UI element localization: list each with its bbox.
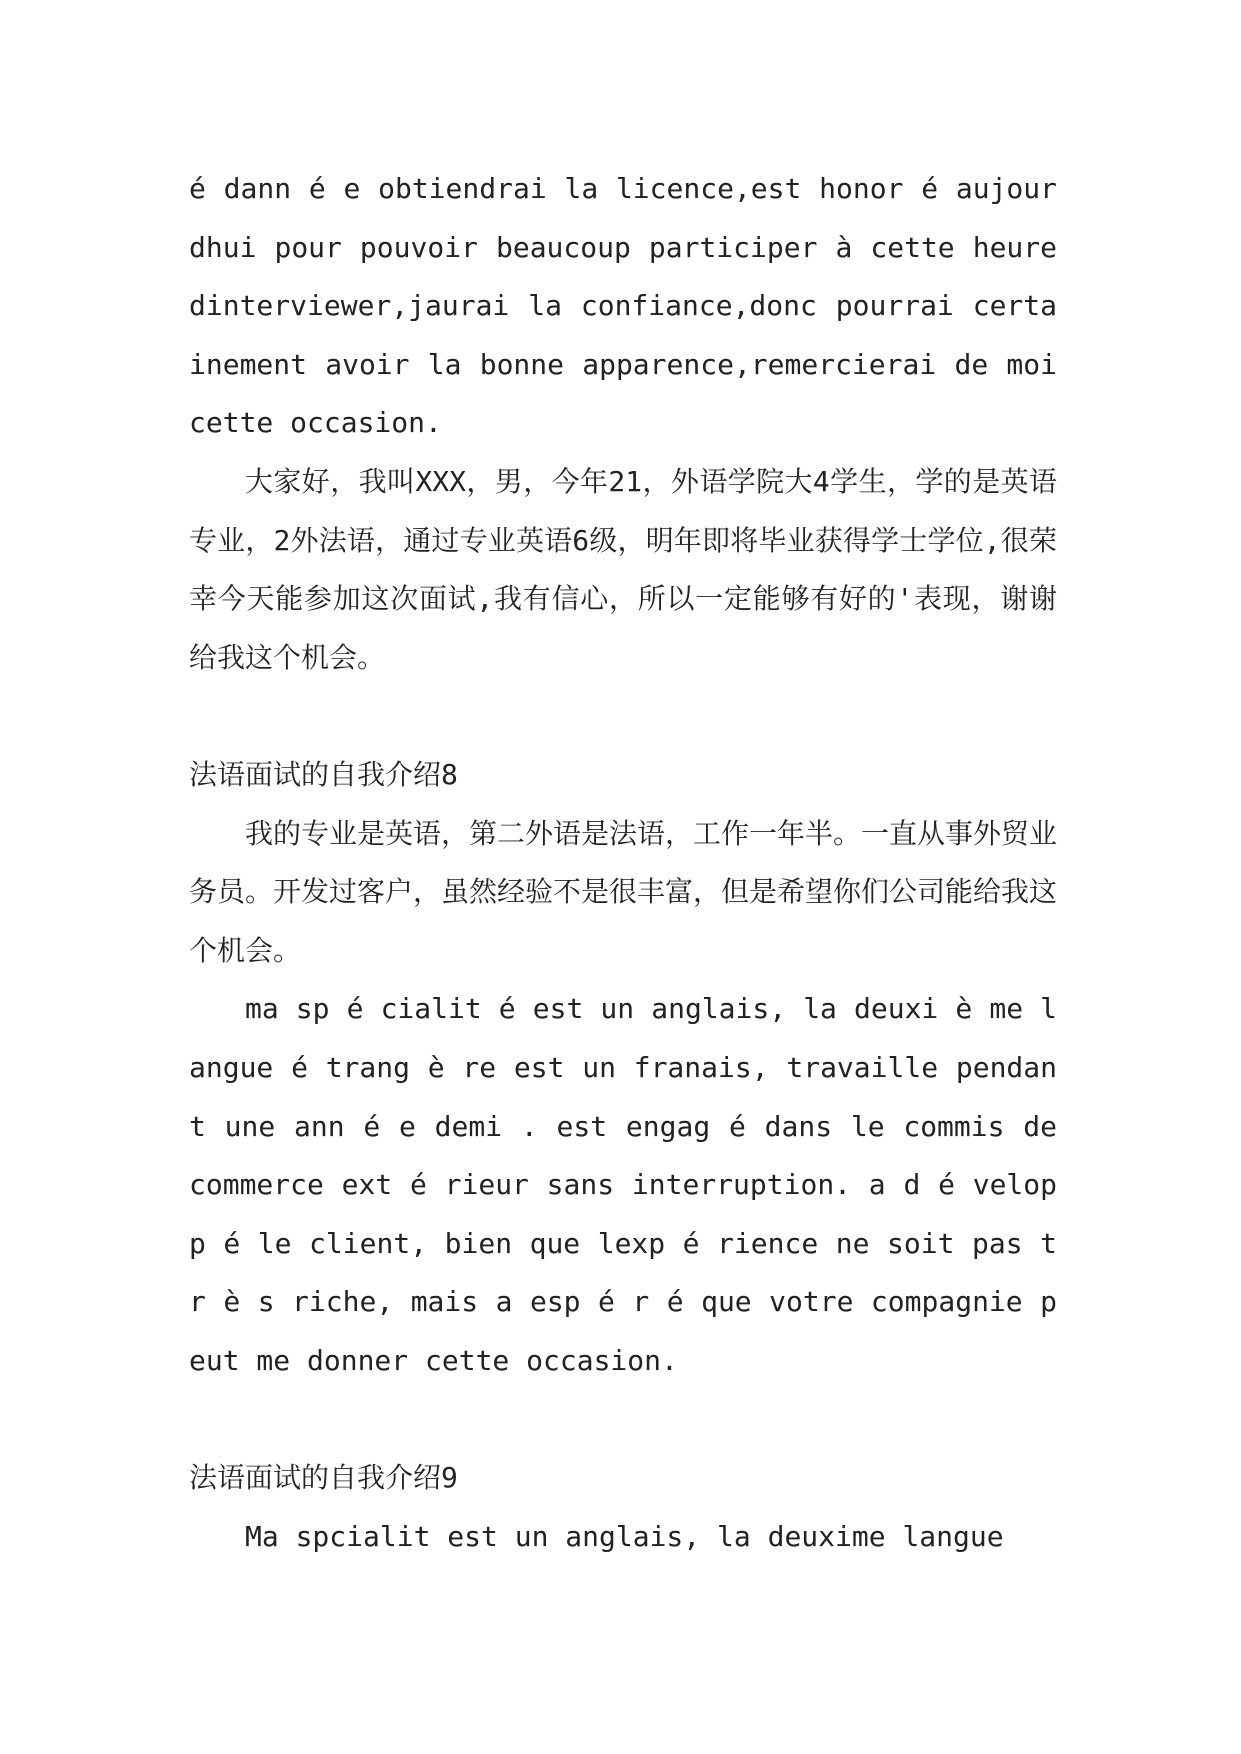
document-body [189,160,1057,1566]
paragraph-french-intro-8: ma sp é cialit é est un anglais, la deuxi è me langue é trang è re est un franais, travaille pendant une ann é e demi . est engag é dans le commis de commerce ext é rieur sans interruption. a d é velopp é le client, bien que lexp é rience ne soit pas tr è s riche, mais a esp é r é que votre compagnie peut me donner cette occasion. [189,992,1057,1377]
section-heading-8: 法语面试的自我介绍8 [189,757,458,791]
section-heading-9: 法语面试的自我介绍9 [189,1461,458,1495]
paragraph-chinese-intro-8: 我的专业是英语，第二外语是法语，工作一年半。一直从事外贸业务员。开发过客户，虽然经验不是很丰富，但是希望你们公司能给我这个机会。 [189,816,1058,967]
paragraph-french-intro-9: Ma spcialit est un anglais, la deuxime langue [245,1519,1004,1553]
paragraph-chinese-intro: 大家好，我叫XXX，男，今年21，外语学院大4学生，学的是英语专业，2外法语，通过专业英语6级，明年即将毕业获得学士学位,很荣幸今天能参加这次面试,我有信心，所以一定能够有好的'表现，谢谢给我这个机会。 [189,464,1057,674]
paragraph-french-intro-end: é dann é e obtiendrai la licence,est honor é aujourdhui pour pouvoir beaucoup participer à cette heure dinterviewer,jaurai la confiance,donc pourrai certainement avoir la bonne apparence,remercierai de moi cette occasion. [189,172,1057,440]
